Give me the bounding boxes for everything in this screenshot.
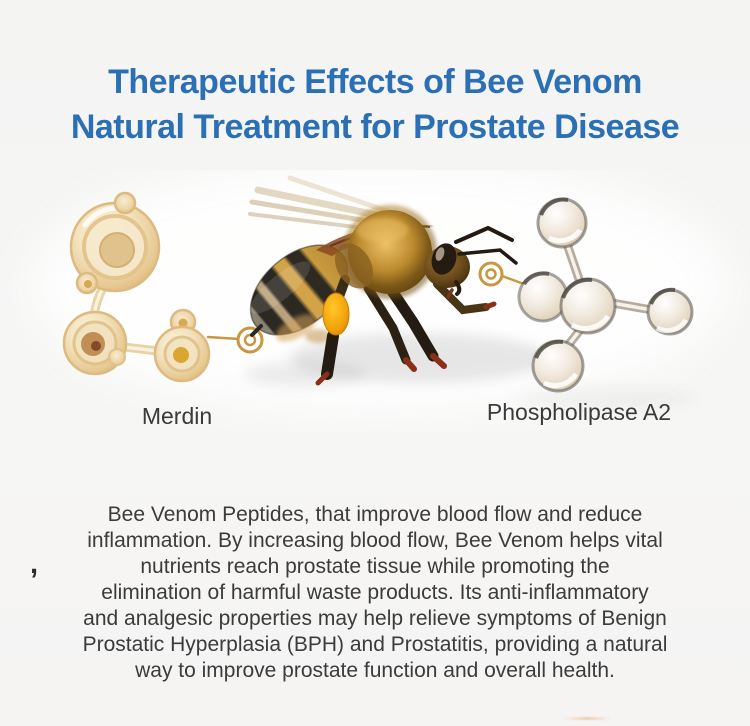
merdin-label: Merdin [141, 403, 213, 429]
body-paragraph [41, 502, 709, 684]
body-line-1: Bee Venom Peptides, that improve blood flow and reduce [107, 503, 643, 526]
bee-venom-figure [0, 170, 750, 432]
bee-pollen-basket [323, 293, 349, 335]
body-line-2: inflammation. By increasing blood flow, Bee Venom helps vital [87, 529, 663, 552]
page-title-line-1: Therapeutic Effects of Bee Venom [108, 63, 642, 101]
page-title-line-2: Natural Treatment for Prostate Disease [70, 108, 680, 146]
page-title [0, 60, 750, 150]
faint-orange-smudge [562, 717, 612, 720]
body-line-6: Prostatic Hyperplasia (BPH) and Prostatitis, providing a natural [82, 633, 668, 656]
stray-comma-text: , [30, 548, 39, 580]
body-line-7: way to improve prostate function and overall health. [135, 659, 615, 682]
body-line-4: elimination of harmful waste products. Its anti-inflammatory [101, 581, 649, 604]
phospholipase-a2-label: Phospholipase A2 [486, 399, 672, 425]
body-line-3: nutrients reach prostate tissue while promoting the [140, 555, 610, 578]
body-line-5: and analgesic properties may help relieve symptoms of Benign [83, 607, 667, 630]
